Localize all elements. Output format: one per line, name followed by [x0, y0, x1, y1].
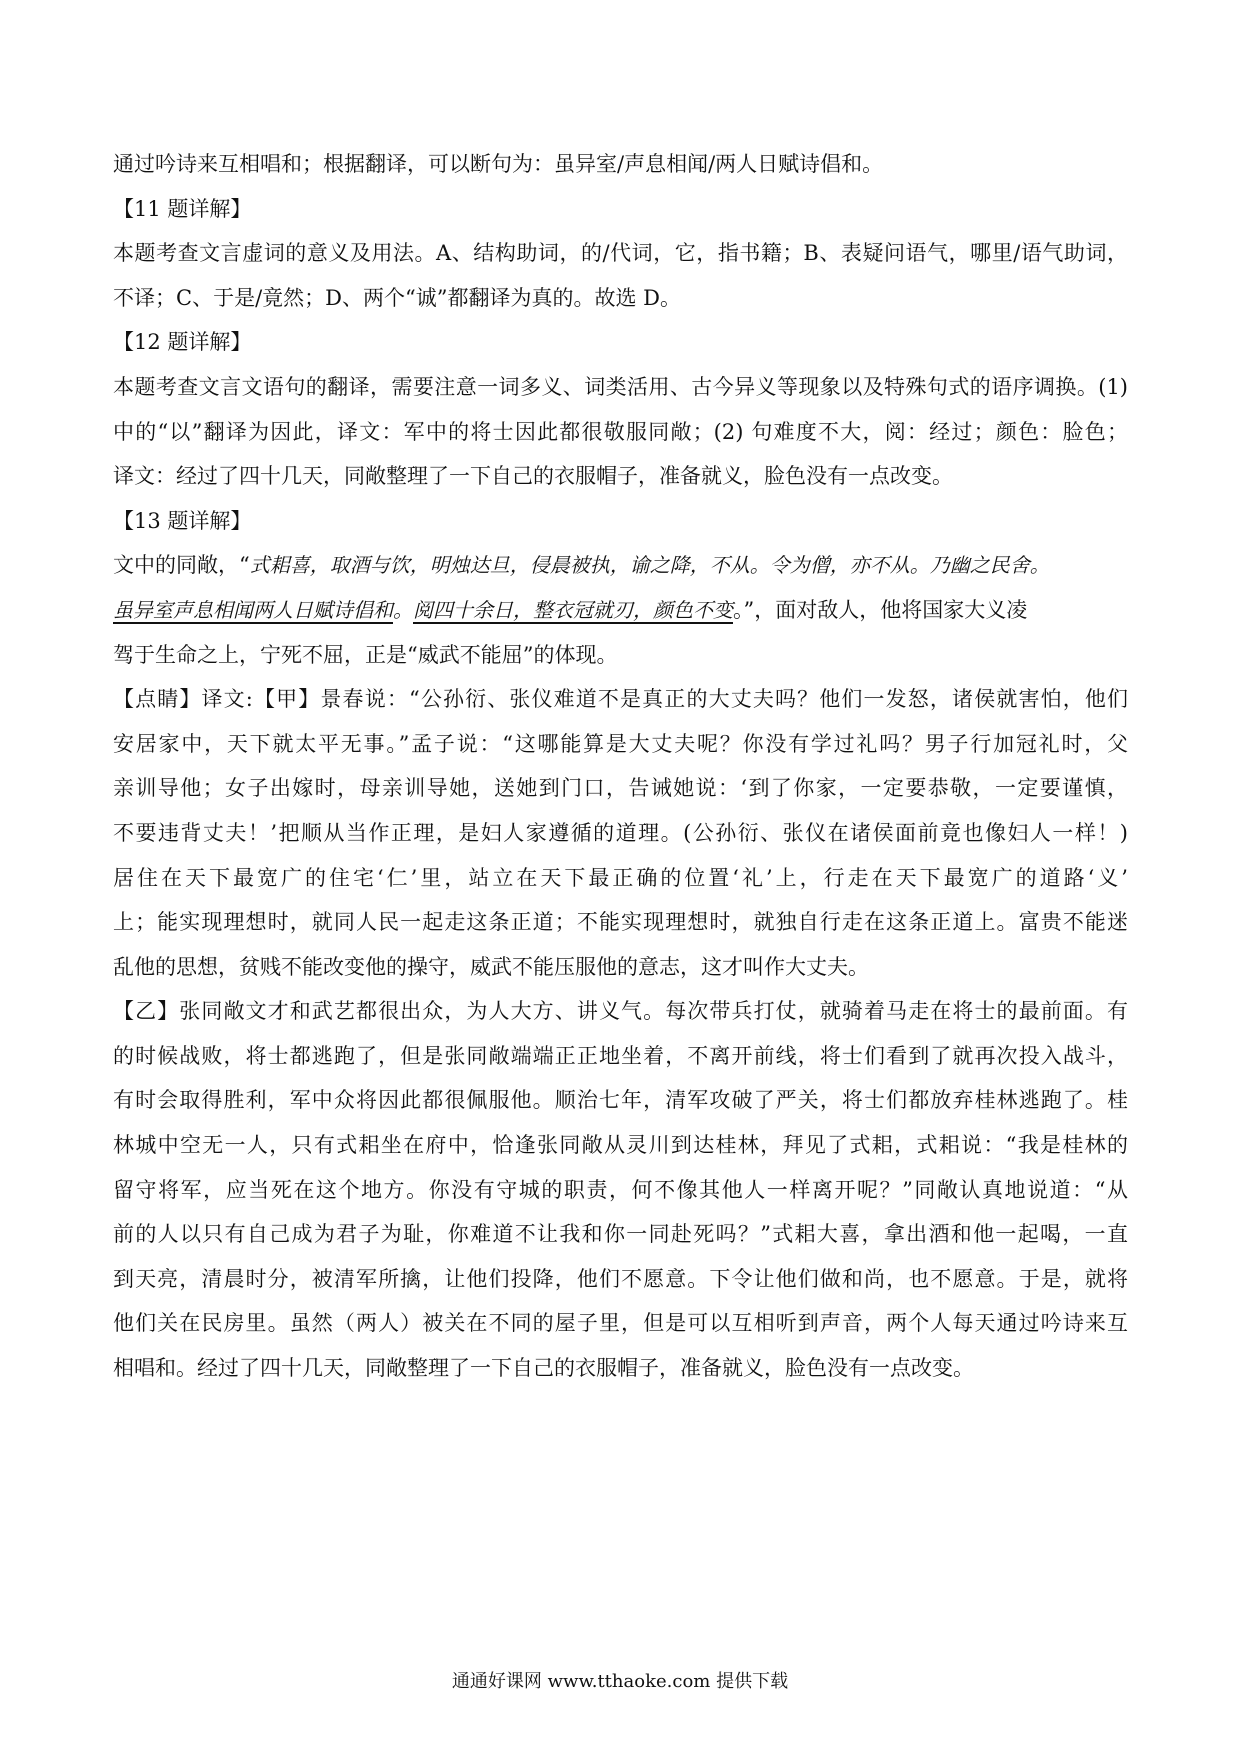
text-line: 不译；C、于是/竟然；D、两个“诚”都翻译为真的。故选 D。 [113, 285, 681, 310]
page-footer: 通通好课网 www.tthaoke.com 提供下载 [451, 1671, 789, 1692]
translation-line: 林城中空无一人，只有式耜坐在府中，恰逢张同敞从灵川到达桂林，拜见了式耜，式耜说：“我是桂林的 [113, 1133, 1128, 1158]
underlined-quote: 阅四十余日，整衣冠就刃，颜色不变 [413, 597, 733, 622]
section-heading: 【11 题详解】 [113, 196, 252, 221]
translation-line: 居住在天下最宽广的住宅‘仁’里，站立在天下最正确的位置‘礼’上，行走在天下最宽广的道路‘义’ [113, 865, 1128, 890]
translation-line: 的时候战败，将士都逃跑了，但是张同敞端端正正地坐着，不离开前线，将士们看到了就再次投入战斗， [113, 1043, 1128, 1068]
text-line: 本题考查文言虚词的意义及用法。A、结构助词，的/代词，它，指书籍；B、表疑问语气，哪里/语气助词， [113, 241, 1128, 266]
q13-line-1 [113, 543, 1128, 588]
quote-separator: 。 [393, 597, 413, 622]
translation-line: 【乙】张同敞文才和武艺都很出众，为人大方、讲义气。每次带兵打仗，就骑着马走在将士的最前面。有 [113, 999, 1128, 1024]
q13-prefix: 文中的同敞，“ [113, 553, 250, 578]
text-line: 中的“以”翻译为因此，译文：军中的将士因此都很敬服同敞；(2) 句难度不大，阅：经过；颜色：脸色； [113, 419, 1128, 444]
translation-line: 安居家中，天下就太平无事。”孟子说：“这哪能算是大丈夫呢？你没有学过礼吗？男子行加冠礼时，父 [113, 731, 1128, 756]
translation-line: 有时会取得胜利，军中众将因此都很佩服他。顺治七年，清军攻破了严关，将士们都放弃桂林逃跑了。桂 [113, 1088, 1128, 1113]
translation-line: 亲训导他；女子出嫁时，母亲训导她，送她到门口，告诫她说：‘到了你家，一定要恭敬，一定要谨慎， [113, 776, 1128, 801]
translation-line: 乱他的思想，贫贱不能改变他的操守，威武不能压服他的意志，这才叫作大丈夫。 [113, 954, 869, 979]
classical-quote: 式耜喜，取酒与饮，明烛达旦，侵晨被执，谕之降，不从。令为僧，亦不从。乃幽之民舍。 [249, 553, 1050, 578]
q13-line-3: 驾于生命之上，宁死不屈，正是“威武不能屈”的体现。 [113, 642, 618, 667]
translation-line: 【点睛】译文:【甲】景春说：“公孙衍、张仪难道不是真正的大丈夫吗？他们一发怒，诸侯就害怕，他们 [113, 687, 1128, 712]
translation-line: 到天亮，清晨时分，被清军所擒，让他们投降，他们不愿意。下令让他们做和尚，也不愿意。于是，就将 [113, 1266, 1128, 1291]
translation-line: 上；能实现理想时，就同人民一起走这条正道；不能实现理想时，就独自行走在这条正道上。富贵不能迷 [113, 910, 1128, 935]
section-heading: 【13 题详解】 [113, 508, 252, 533]
section-heading: 【12 题详解】 [113, 330, 252, 355]
translation-line: 不要违背丈夫！’把顺从当作正理，是妇人家遵循的道理。(公孙衍、张仪在诸侯面前竟也像妇人一样！) [113, 820, 1128, 845]
translation-line: 相唱和。经过了四十几天，同敞整理了一下自己的衣服帽子，准备就义，脸色没有一点改变。 [113, 1356, 974, 1381]
q13-suffix: 。”，面对敌人，他将国家大义凌 [733, 597, 1028, 622]
text-line: 本题考查文言文语句的翻译，需要注意一词多义、词类活用、古今异义等现象以及特殊句式的语序调换。(1) [113, 374, 1128, 399]
q13-line-2 [113, 588, 1128, 633]
text-line: 译文：经过了四十几天，同敞整理了一下自己的衣服帽子，准备就义，脸色没有一点改变。 [113, 464, 953, 489]
translation-line: 前的人以只有自己成为君子为耻，你难道不让我和你一同赴死吗？”式耜大喜，拿出酒和他一起喝，一直 [113, 1222, 1128, 1247]
text-line: 通过吟诗来互相唱和；根据翻译，可以断句为：虽异室/声息相闻/两人日赋诗倡和。 [113, 152, 884, 176]
translation-line: 他们关在民房里。虽然（两人）被关在不同的屋子里，但是可以互相听到声音，两个人每天通过吟诗来互 [113, 1311, 1128, 1336]
translation-line: 留守将军，应当死在这个地方。你没有守城的职责，何不像其他人一样离开呢？”同敞认真地说道：“从 [113, 1177, 1128, 1202]
underlined-quote: 虽异室声息相闻两人日赋诗倡和 [113, 597, 393, 622]
document-body [113, 142, 1128, 1391]
